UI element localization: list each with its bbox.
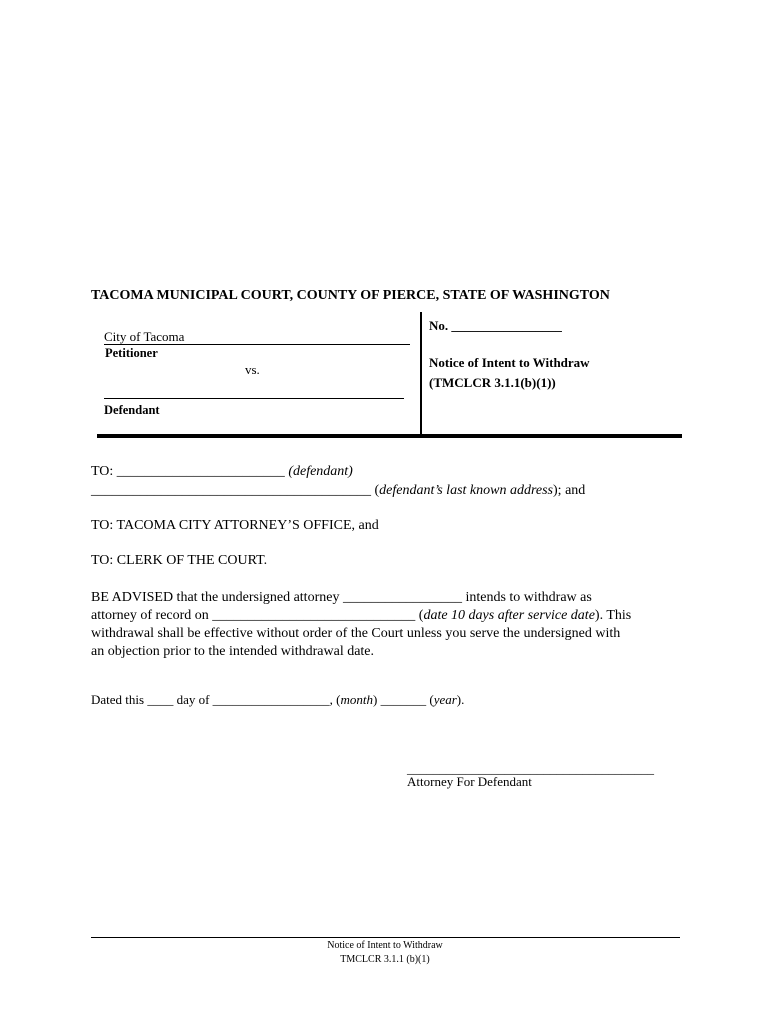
petitioner-name: City of Tacoma <box>104 329 410 345</box>
dated-line <box>91 692 464 708</box>
footer-title: Notice of Intent to Withdraw <box>327 940 443 951</box>
defendant-label: Defendant <box>104 403 160 417</box>
month-hint: month <box>340 692 374 707</box>
footer-rule-citation: TMCLCR 3.1.1 (b)(1) <box>340 954 430 965</box>
notice-rule-citation: (TMCLCR 3.1.1(b)(1)) <box>429 375 556 390</box>
to-clerk-line: TO: CLERK OF THE COURT. <box>91 553 268 568</box>
advised-line-1: BE ADVISED that the undersigned attorney _________________ intends to withdraw as <box>91 590 592 605</box>
to-city-attorney-line: TO: TACOMA CITY ATTORNEY’S OFFICE, and <box>91 518 379 533</box>
court-title: TACOMA MUNICIPAL COURT, COUNTY OF PIERCE, STATE OF WASHINGTON <box>91 288 610 303</box>
caption-divider <box>420 312 422 435</box>
defendant-name-line <box>104 398 404 399</box>
case-number: No. _________________ <box>429 318 562 333</box>
defendant-hint: (defendant) <box>288 464 353 479</box>
to-address-line <box>91 483 585 499</box>
footer-rule <box>91 937 680 938</box>
address-suffix: ); and <box>553 483 586 498</box>
address-blank: ________________________________________ ( <box>91 483 380 498</box>
year-hint: year <box>433 692 457 707</box>
notice-title: Notice of Intent to Withdraw <box>429 355 590 370</box>
advised-line-3: withdrawal shall be effective without order of the Court unless you serve the undersigned with <box>91 626 621 641</box>
versus-label: vs. <box>245 362 260 377</box>
advised-2-text: attorney of record on _____________________________ ( <box>91 608 424 623</box>
caption-bottom-rule <box>97 434 682 438</box>
to-defendant-line <box>91 464 353 480</box>
dated-middle: ) _______ ( <box>373 692 434 707</box>
signature-line: ______________________________________ <box>407 761 654 776</box>
advised-line-4: an objection prior to the intended withdrawal date. <box>91 644 375 659</box>
address-hint: defendant’s last known address <box>379 483 554 498</box>
withdraw-date-hint: date 10 days after service date <box>423 608 595 623</box>
signature-label: Attorney For Defendant <box>407 774 532 789</box>
to-defendant-text: TO: ________________________ <box>91 464 289 479</box>
petitioner-label: Petitioner <box>105 346 158 360</box>
advised-line-2 <box>91 608 631 624</box>
dated-suffix: ). <box>456 692 465 707</box>
advised-2-suffix: ). This <box>594 608 632 623</box>
dated-prefix: Dated this ____ day of __________________, ( <box>91 692 341 707</box>
